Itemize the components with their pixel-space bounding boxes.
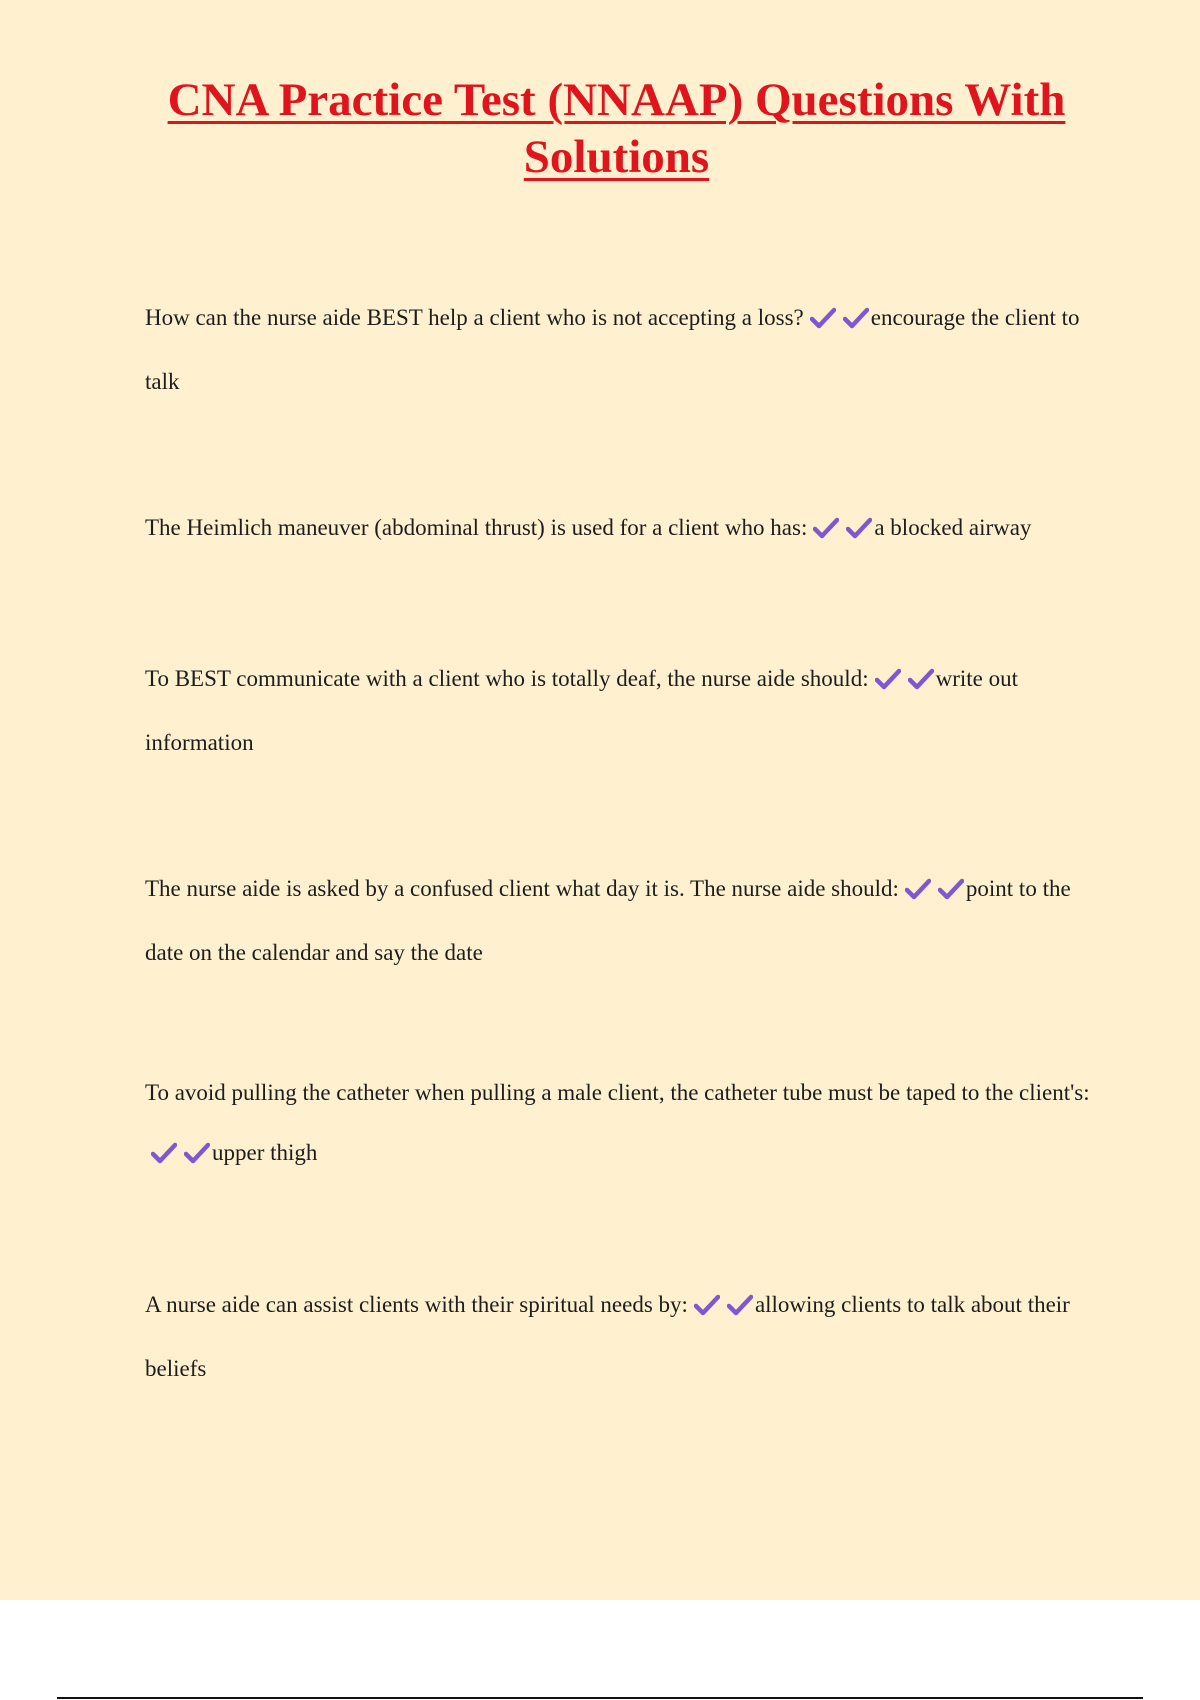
question-text: A nurse aide can assist clients with their spiritual needs by: <box>145 1292 688 1317</box>
question-text: How can the nurse aide BEST help a client who is not accepting a loss? <box>145 305 804 330</box>
double-check-icon <box>875 653 934 713</box>
page-title: CNA Practice Test (NNAAP) Questions With Solutions <box>167 74 1066 183</box>
question-text: The nurse aide is asked by a confused client what day it is. The nurse aide should: <box>145 876 899 901</box>
question-item <box>145 649 1095 773</box>
question-text: To BEST communicate with a client who is totally deaf, the nurse aide should: <box>145 666 869 691</box>
question-item <box>145 498 1095 562</box>
answer-text: upper thigh <box>212 1140 318 1165</box>
question-text: To avoid pulling the catheter when pulling a male client, the catheter tube must be taped to the client's: <box>145 1080 1090 1105</box>
double-check-icon <box>694 1279 753 1339</box>
double-check-icon <box>151 1127 210 1187</box>
answer-text: encourage the client to talk <box>145 305 1080 394</box>
answer-text: a blocked airway <box>874 515 1032 540</box>
double-check-icon <box>810 292 869 352</box>
question-item <box>145 288 1095 412</box>
question-item <box>145 859 1095 983</box>
footer-divider <box>57 1697 1143 1699</box>
double-check-icon <box>813 502 872 562</box>
answer-text: write out information <box>145 666 1018 755</box>
double-check-icon <box>905 863 964 923</box>
question-item <box>145 1063 1095 1187</box>
question-text: The Heimlich maneuver (abdominal thrust) is used for a client who has: <box>145 515 808 540</box>
question-item <box>145 1275 1095 1399</box>
answer-text: point to the date on the calendar and say the date <box>145 876 1071 965</box>
answer-text: allowing clients to talk about their beliefs <box>145 1292 1070 1381</box>
